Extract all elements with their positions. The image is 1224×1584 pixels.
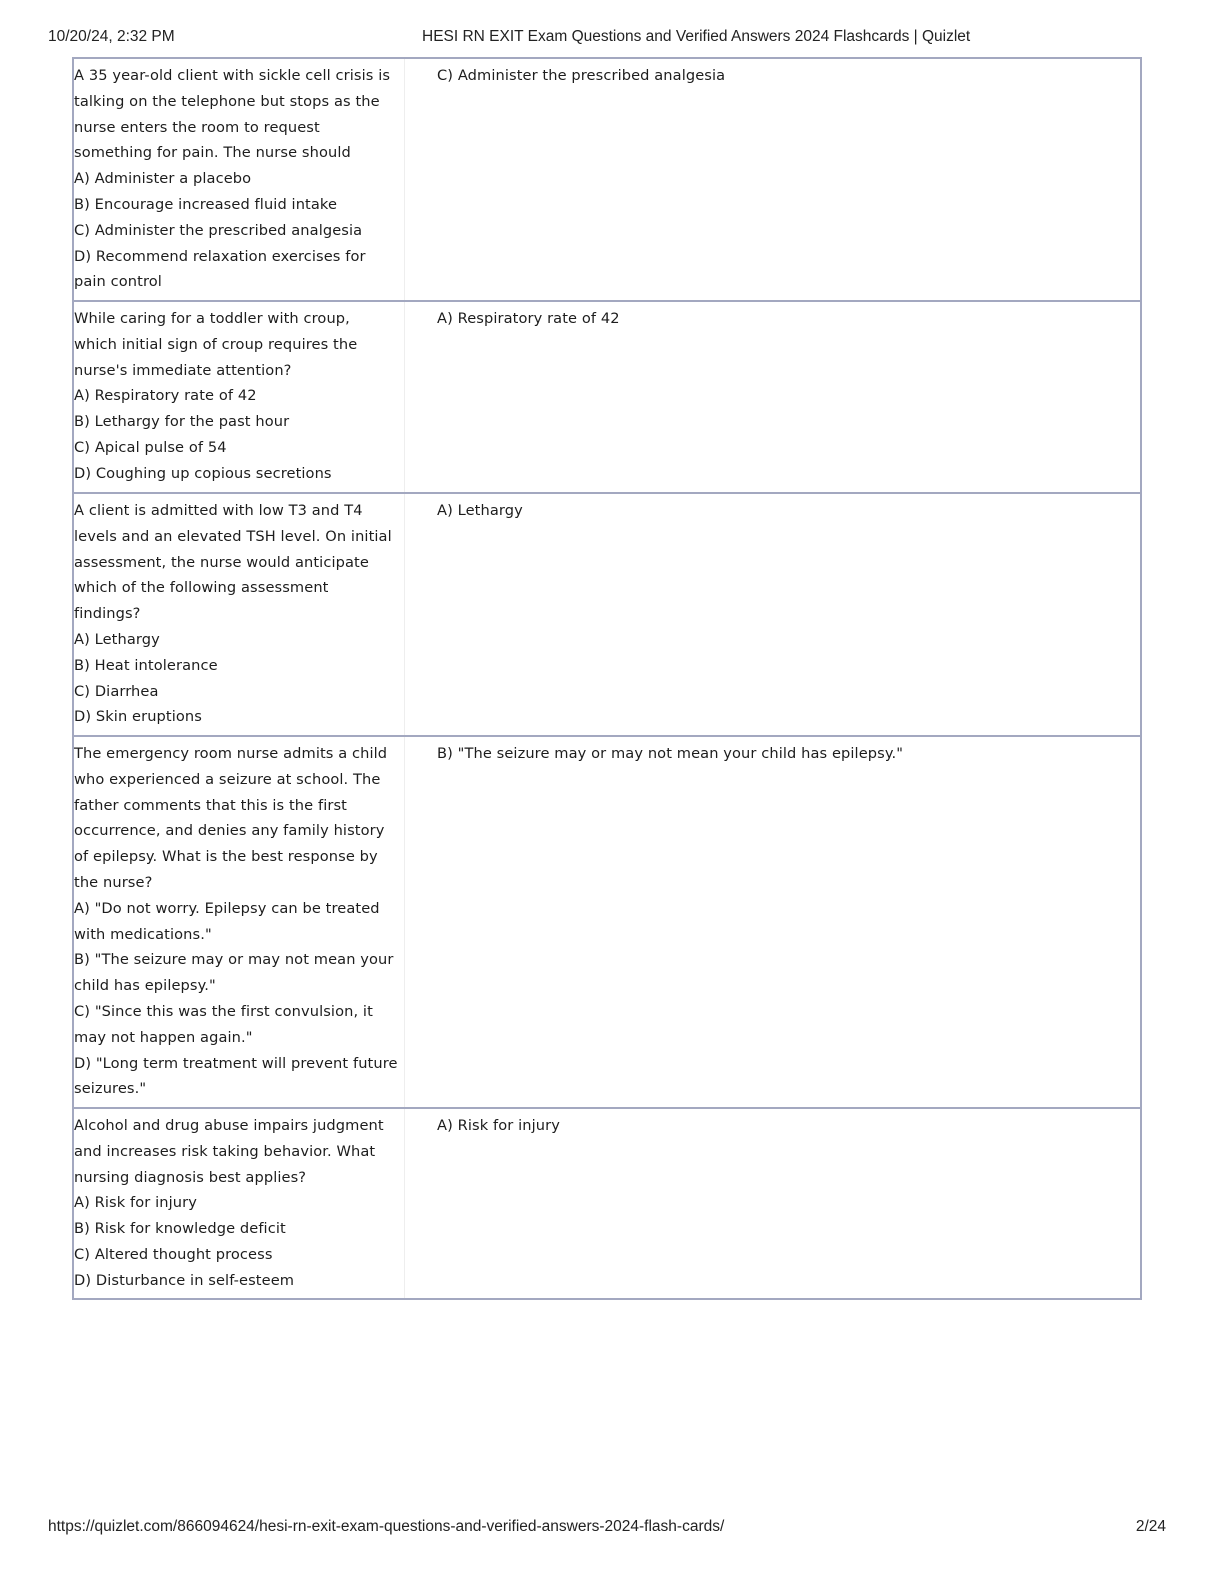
term-line: D) Coughing up copious secretions xyxy=(74,464,332,482)
term-line: A) Administer a placebo xyxy=(74,170,252,188)
page-number: 2/24 xyxy=(1135,1518,1166,1535)
term-line: C) "Since this was the first convulsion, it xyxy=(74,1002,373,1020)
flashcard-term xyxy=(74,737,405,1107)
term-line: A) Risk for injury xyxy=(74,1194,197,1212)
term-line: A client is admitted with low T3 and T4 xyxy=(74,502,363,519)
term-line: occurrence, and denies any family history xyxy=(74,822,385,840)
term-line: something for pain. The nurse should xyxy=(74,144,351,162)
flashcard-definition: C) Administer the prescribed analgesia xyxy=(437,67,726,84)
flashcard xyxy=(72,1107,1142,1300)
term-line: A) Lethargy xyxy=(74,630,160,648)
term-line: levels and an elevated TSH level. On initial xyxy=(74,527,392,545)
term-line: C) Administer the prescribed analgesia xyxy=(74,221,363,239)
term-line: may not happen again." xyxy=(74,1028,253,1046)
term-line: the nurse? xyxy=(74,873,153,891)
term-line: The emergency room nurse admits a child xyxy=(74,745,388,762)
term-line: B) Heat intolerance xyxy=(74,656,218,674)
term-line: which initial sign of croup requires the xyxy=(74,335,358,353)
term-line: seizures." xyxy=(74,1080,147,1098)
term-line: While caring for a toddler with croup, xyxy=(74,310,350,327)
print-footer xyxy=(48,1518,1166,1542)
flashcard-definition: A) Respiratory rate of 42 xyxy=(437,310,620,327)
flashcard-definition: A) Lethargy xyxy=(437,502,523,519)
term-line: B) "The seizure may or may not mean your xyxy=(74,951,394,969)
term-line: nursing diagnosis best applies? xyxy=(74,1168,307,1186)
flashcard-term xyxy=(74,59,405,300)
term-line: and increases risk taking behavior. What xyxy=(74,1142,376,1160)
term-line: of epilepsy. What is the best response by xyxy=(74,848,378,866)
term-line: who experienced a seizure at school. The xyxy=(74,770,381,788)
term-line: A 35 year-old client with sickle cell crisis is xyxy=(74,67,391,84)
term-line: B) Lethargy for the past hour xyxy=(74,413,290,431)
term-line: D) Skin eruptions xyxy=(74,708,202,726)
flashcard-list xyxy=(72,57,1142,1300)
term-line: talking on the telephone but stops as the xyxy=(74,92,380,110)
term-line: child has epilepsy." xyxy=(74,977,216,995)
term-line: B) Risk for knowledge deficit xyxy=(74,1220,286,1238)
flashcard xyxy=(72,735,1142,1107)
term-line: nurse enters the room to request xyxy=(74,118,320,136)
flashcard xyxy=(72,300,1142,492)
term-line: D) "Long term treatment will prevent future xyxy=(74,1054,398,1072)
flashcard xyxy=(72,492,1142,735)
term-line: which of the following assessment xyxy=(74,579,329,597)
page-title: HESI RN EXIT Exam Questions and Verified Answers 2024 Flashcards | Quizlet xyxy=(422,28,971,45)
flashcard-definition: B) "The seizure may or may not mean your child has epilepsy." xyxy=(437,745,904,762)
term-line: C) Apical pulse of 54 xyxy=(74,438,227,456)
flashcard-term xyxy=(74,1109,405,1298)
term-line: D) Recommend relaxation exercises for xyxy=(74,247,366,265)
flashcard-term xyxy=(74,494,405,735)
term-line: assessment, the nurse would anticipate xyxy=(74,553,369,571)
page-url: https://quizlet.com/866094624/hesi-rn-exit-exam-questions-and-verified-answers-2024-flash-cards/ xyxy=(48,1518,725,1535)
term-line: with medications." xyxy=(74,925,212,943)
term-line: D) Disturbance in self-esteem xyxy=(74,1271,295,1289)
print-datetime: 10/20/24, 2:32 PM xyxy=(48,28,175,45)
term-line: B) Encourage increased fluid intake xyxy=(74,195,338,213)
term-line: A) "Do not worry. Epilepsy can be treated xyxy=(74,899,380,917)
term-line: C) Altered thought process xyxy=(74,1245,273,1263)
term-line: pain control xyxy=(74,273,162,291)
term-line: father comments that this is the first xyxy=(74,796,347,814)
term-line: findings? xyxy=(74,605,141,623)
term-line: A) Respiratory rate of 42 xyxy=(74,387,257,405)
term-line: C) Diarrhea xyxy=(74,682,159,700)
flashcard xyxy=(72,57,1142,300)
flashcard-term xyxy=(74,302,405,492)
print-header xyxy=(48,28,1176,52)
flashcard-definition: A) Risk for injury xyxy=(437,1117,560,1134)
term-line: Alcohol and drug abuse impairs judgment xyxy=(74,1117,384,1134)
term-line: nurse's immediate attention? xyxy=(74,361,292,379)
